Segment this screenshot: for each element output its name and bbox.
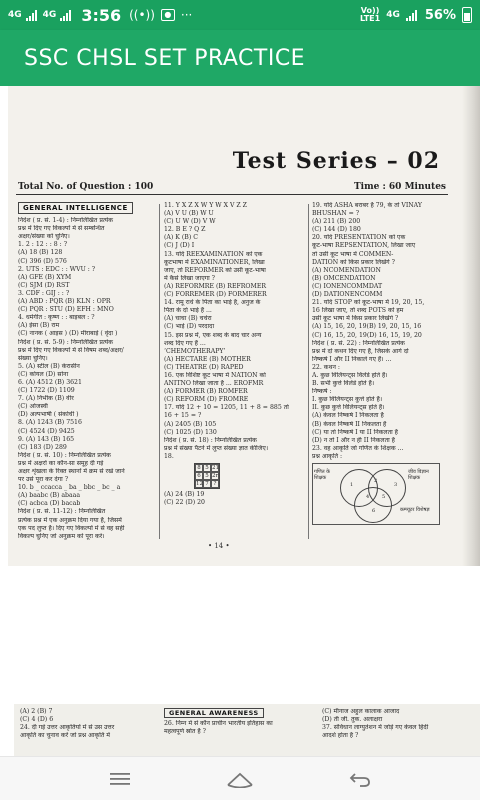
text-line: 14. रामू राधे के पिता का भाई है, अनुज के bbox=[164, 299, 261, 307]
text-line: (C) 1025 (D) 130 bbox=[164, 428, 217, 436]
text-line: (C) REFORM (D) FROMRE bbox=[164, 396, 249, 404]
text-line: 2. UTS : EDC : : WVU : ? bbox=[18, 265, 96, 273]
text-line: (A) K (B) C bbox=[164, 234, 198, 242]
text-line: निर्देश ( प्र. सं. 1-4) : निम्नलिखित प्रत्येक bbox=[18, 217, 114, 225]
text-line: (D) DATIONENCOMM bbox=[312, 291, 383, 299]
venn-region-3: 3 bbox=[394, 482, 398, 488]
network-type-1: 4G bbox=[8, 9, 22, 20]
battery-percentage: 56% bbox=[424, 7, 456, 23]
text-line: (C) 4 (D) 6 bbox=[20, 716, 54, 723]
text-line: उसी कूट भाषा में किस प्रकार लिखेंगे ? bbox=[312, 315, 399, 323]
network-type-2: 4G bbox=[42, 9, 57, 20]
text-line: निष्कर्ष : bbox=[312, 388, 332, 396]
more-icon: ··· bbox=[180, 8, 193, 22]
text-line: विकल्प चुनिए जो अनुक्रम को पूरा करे। bbox=[18, 532, 105, 540]
total-questions: Total No. of Question : 100 bbox=[18, 182, 154, 192]
text-line: पर उसे पूरा कर देगा ? bbox=[18, 476, 69, 484]
column-divider bbox=[308, 204, 309, 539]
text-line: (A) 2 (B) 7 bbox=[20, 708, 53, 715]
venn-label-computer: कम्प्यूटर विशेषज्ञ bbox=[400, 507, 430, 513]
text-line: (B) केवल निष्कर्ष II निकलता है bbox=[312, 420, 387, 428]
back-icon bbox=[348, 770, 372, 788]
text-line: प्रश्न में संख्या पैटर्न में लुप्त संख्या ज्ञात कीजिए। bbox=[164, 444, 269, 452]
text-line: 21. यदि STOP को कूट-भाषा में 19, 20, 15, bbox=[312, 299, 425, 307]
text-line: I. कुछ विलियन्ट्स कुत्ते होते हैं। bbox=[312, 396, 383, 404]
text-line: B. सभी कुत्ते विलेंडे होते हैं। bbox=[312, 380, 375, 388]
text-line: BHUSHAN = ? bbox=[312, 210, 360, 218]
text-line: (A) ईसा (B) राम bbox=[18, 322, 60, 330]
venn-region-4: 4 bbox=[366, 494, 370, 500]
text-line: 4. धर्मगीत : कृष्ण : : बाइबल : ? bbox=[18, 314, 95, 322]
text-line: 16. एक विशिष्ट कूट भाषा में NATION को bbox=[164, 371, 266, 379]
text-line: कूट-भाषा REPSENTATION, लिखा जाए bbox=[312, 242, 416, 250]
text-line: (A) 18 (B) 128 bbox=[18, 249, 63, 257]
document-viewer[interactable] bbox=[0, 86, 480, 756]
text-line: प्रश्न में दिए गए विकल्पों में से विषम शब्द/अक्षर/ bbox=[18, 346, 124, 354]
next-column-3 bbox=[322, 708, 472, 756]
next-column-3-text bbox=[322, 708, 472, 740]
column-2 bbox=[164, 202, 304, 542]
next-column-1-text bbox=[20, 708, 160, 740]
text-line: प्रत्येक प्रश्न में एक अनुक्रम दिया गया है, जिसमें bbox=[18, 516, 122, 524]
grid-cell: 8 bbox=[195, 464, 203, 472]
text-line: 16 लिखा जाए, तो शब्द POTS को हम bbox=[312, 307, 404, 315]
signal-icon bbox=[406, 10, 417, 21]
column-3-text bbox=[312, 202, 448, 461]
column-3 bbox=[312, 202, 448, 542]
grid-cell: 5 bbox=[203, 464, 211, 472]
back-button[interactable] bbox=[335, 764, 385, 794]
text-line: में कैसे लिखा जाएगा ? bbox=[164, 274, 215, 282]
text-line: (C) 4524 (D) 9425 bbox=[18, 427, 75, 435]
signal-icon bbox=[60, 10, 71, 21]
text-line: 9. (A) 143 (B) 165 bbox=[18, 435, 75, 443]
document-page[interactable] bbox=[8, 86, 480, 566]
status-left bbox=[8, 6, 121, 25]
text-line: DATION को किस प्रकार लिखेंगे ? bbox=[312, 258, 395, 266]
grid-cell: 6 bbox=[195, 472, 203, 480]
venn-diagram-figure bbox=[312, 463, 432, 527]
next-column-2-text bbox=[164, 720, 314, 736]
text-line: एक पद लुप्त है। दिए गए विकल्पों में से वह सही bbox=[18, 524, 125, 532]
grid-cell: 12 bbox=[196, 481, 203, 487]
text-line: 3. CDF : GIJ : : ? bbox=[18, 289, 70, 297]
text-line: (C) FORREMER (D) FORMERER bbox=[164, 291, 267, 299]
text-line: 13. यदि REEXAMINATION को एक bbox=[164, 250, 263, 258]
text-line: 24. दी गई उत्तर आकृतियों में से उस उत्तर bbox=[20, 724, 115, 731]
text-line: 1. 2 : 12 : : 8 : ? bbox=[18, 241, 68, 249]
battery-charging-icon bbox=[462, 7, 472, 23]
text-line: (A) 2405 (B) 105 bbox=[164, 420, 217, 428]
document-page-next[interactable] bbox=[14, 704, 480, 756]
text-line: (C) नानक ( आइस ) (D) मीराबाई ( वृंदा ) bbox=[18, 330, 118, 338]
grid-cell: ? bbox=[211, 480, 219, 488]
menu-icon bbox=[108, 772, 132, 786]
section-heading-gi: GENERAL INTELLIGENCE bbox=[18, 202, 133, 214]
venn-region-6: 6 bbox=[372, 508, 376, 514]
text-line: आदर्श होता है ? bbox=[322, 732, 359, 739]
text-line: निर्देश ( प्र. सं. 22) : निम्नलिखित प्रत्येक bbox=[312, 339, 405, 347]
text-line: प्रश्न में दिए गए विकल्पों में से सम्बन्धित bbox=[18, 225, 105, 233]
text-line: 5. (A) स्टील (B) केरासीन bbox=[18, 362, 80, 370]
text-line: (A) baabc (B) abaaa bbox=[18, 492, 81, 500]
text-line: (C) भाई (D) परदादा bbox=[164, 323, 215, 331]
venn-region-5: 5 bbox=[382, 494, 386, 500]
text-line: (A) V U (B) W U bbox=[164, 210, 214, 218]
text-line: (C) 183 (D) 289 bbox=[18, 443, 67, 451]
text-line: कूटभाषा में EXAMINATIONER, लिखा bbox=[164, 258, 265, 266]
venn-label-math: गणित के शिक्षक bbox=[314, 469, 331, 481]
text-line: (A) HECTARE (B) MOTHER bbox=[164, 355, 251, 363]
series-title: Test Series – 02 bbox=[232, 148, 440, 174]
signal-icon bbox=[26, 10, 37, 21]
text-line: (A) 15, 16, 20, 19(B) 19, 20, 15, 16 bbox=[312, 323, 422, 331]
text-line: 22. कथन : bbox=[312, 363, 340, 371]
text-line: (B) OMCENDATION bbox=[312, 274, 376, 282]
text-line: 19. यदि ASHA बराबर है 79, के तो VINAY bbox=[312, 202, 422, 209]
text-line: (C) या तो निष्कर्ष I या II निकलता है bbox=[312, 428, 398, 436]
scan-shadow bbox=[462, 86, 480, 566]
status-bar bbox=[0, 0, 480, 30]
column-divider bbox=[159, 204, 160, 539]
text-line: 17. यदि 12 + 10 = 1205, 11 + 8 = 885 तो bbox=[164, 404, 289, 412]
text-line: (A) ABD : PQR (B) KLN : OPR bbox=[18, 298, 111, 306]
venn-label-bio: जीव विज्ञान शिक्षक bbox=[408, 469, 429, 481]
venn-region-1: 1 bbox=[350, 482, 354, 488]
text-line: 15. इस प्रश्न में, एक शब्द के बाद चार अन्य bbox=[164, 331, 262, 339]
text-line: 20. यदि PRESENTATION को एक bbox=[312, 234, 406, 242]
text-line: (C) 22 (D) 20 bbox=[164, 499, 205, 507]
grid-cell: 2r bbox=[212, 473, 219, 479]
text-line: II. कुछ कुत्ते विलियन्ट्स होते हैं। bbox=[312, 404, 385, 412]
text-line: 18. bbox=[164, 452, 174, 460]
time-label: Time : 60 Minutes bbox=[353, 182, 446, 192]
text-line: 11. Y X Z X W Y W X V Z Z bbox=[164, 202, 247, 209]
text-line: (C) मीनाज अहुल कालाक आजाद bbox=[322, 708, 400, 715]
text-line: (C) J (D) I bbox=[164, 242, 195, 250]
text-line: (D) अल्पभाषी ( संकोची ) bbox=[18, 411, 79, 419]
column-2-text bbox=[164, 202, 304, 461]
app-title: SSC CHSL SET PRACTICE bbox=[24, 45, 306, 71]
nfc-icon: ((•)) bbox=[129, 8, 155, 22]
text-line: 26. निम्न में से कौन प्राचीन भारतीय इतिहास का bbox=[164, 720, 273, 727]
recent-apps-button[interactable] bbox=[95, 764, 145, 794]
next-column-1 bbox=[20, 708, 160, 756]
text-line: महत्वपूर्ण स्रोत है ? bbox=[164, 728, 206, 735]
column-1 bbox=[18, 202, 156, 552]
text-line: (C) ओजस्वी bbox=[18, 403, 48, 411]
column-2-options bbox=[164, 491, 304, 507]
text-line: A. कुछ विलियन्ट्स विलेंडे होते हैं। bbox=[312, 371, 388, 379]
text-line: निर्देश ( प्र. सं. 18) : निम्नलिखित प्रत्येक bbox=[164, 436, 257, 444]
text-line: (A) NCOMENDATION bbox=[312, 266, 381, 274]
home-icon bbox=[225, 770, 255, 788]
text-line: पिता के दो भाई हैं ... bbox=[164, 307, 212, 315]
text-line: 6. (A) 4512 (B) 3621 bbox=[18, 378, 82, 386]
text-line: (C) THEATRE (D) RAPED bbox=[164, 363, 244, 371]
text-line: (C) SJM (D) RST bbox=[18, 281, 70, 289]
test-meta bbox=[18, 182, 446, 192]
text-line: निर्देश ( प्र. सं. 11-12) : निम्नलिखित bbox=[18, 508, 106, 516]
notification-icons bbox=[129, 8, 192, 22]
text-line: (C) acbca (D) bacab bbox=[18, 500, 81, 508]
text-line: 7. (A) निर्भीक (B) वीर bbox=[18, 395, 74, 403]
text-line: (D) ती जी. तुक. अलाक्षरा bbox=[322, 716, 383, 723]
venn-circle bbox=[354, 487, 392, 523]
text-line: प्रश्न में दो कथन दिए गए हैं, जिसके आगे दो bbox=[312, 347, 409, 355]
text-line: तो उसी कूट भाषा में COMMEN- bbox=[312, 250, 394, 258]
text-line: (A) 24 (B) 19 bbox=[164, 491, 205, 498]
text-line: 12. B E ? Q Z bbox=[164, 226, 206, 234]
text-line: अक्षर शृंखला के रिक्त स्थानों में क्रम से रखे जाने bbox=[18, 468, 125, 475]
text-line: जाए, तो REFORMER को उसी कूट-भाषा bbox=[164, 266, 266, 274]
text-line: ‘CHEMOTHERAPY’ bbox=[164, 347, 226, 355]
column-1-text bbox=[18, 217, 156, 541]
text-line: 8. (A) 1243 (B) 7516 bbox=[18, 419, 82, 427]
text-line: निष्कर्ष I और II निकाले गए हैं। ... bbox=[312, 355, 392, 363]
text-line: (A) 211 (B) 200 bbox=[312, 218, 361, 226]
text-line: शब्द दिए गए हैं ... bbox=[164, 339, 206, 347]
text-line: (C) IONENCOMMDAT bbox=[312, 282, 383, 290]
grid-cell: 5 bbox=[203, 472, 211, 480]
status-right bbox=[360, 7, 472, 23]
text-line: प्रश्न में अक्षरों का कौन-सा समूह दी गई bbox=[18, 459, 104, 467]
text-line: ANITNO लिखा जाता है ... EROFMR bbox=[164, 380, 264, 388]
text-line: आकृति का चुनाव करें जो प्रश्न आकृति में bbox=[20, 732, 111, 739]
text-line: (C) 144 (D) 180 bbox=[312, 226, 361, 234]
text-line: 23. वह आकृति जो गणित के शिक्षक ... bbox=[312, 444, 404, 452]
next-column-2 bbox=[164, 708, 314, 756]
page-gap bbox=[0, 566, 480, 704]
volte-icon: Vo)) LTE1 bbox=[359, 6, 381, 23]
text-line: 37. संविधान लाग्युतेशन में जोड़े गए केवल हिंदी bbox=[322, 724, 429, 731]
clock: 3:56 bbox=[81, 5, 122, 25]
text-line: अक्षर/संख्या को चुनिए। bbox=[18, 233, 70, 241]
section-heading-ga: GENERAL AWARENESS bbox=[164, 708, 264, 718]
text-line: (C) 1722 (D) 1109 bbox=[18, 387, 75, 395]
text-line: (A) FORMER (B) ROMFER bbox=[164, 388, 248, 396]
home-button[interactable] bbox=[215, 764, 265, 794]
network-type-3: 4G bbox=[386, 9, 400, 20]
page-number: • 14 • bbox=[208, 542, 230, 550]
text-line: (A) REFORMRE (B) REFROMER bbox=[164, 282, 266, 290]
text-line: (C) PQR : STU (D) EFH : MNO bbox=[18, 306, 114, 314]
number-grid-figure bbox=[194, 463, 220, 489]
text-line: (D) न तो I और न ही II निकलता है bbox=[312, 436, 395, 444]
text-line: संख्या चुनिए। bbox=[18, 354, 48, 362]
text-line: (C) कोयल (D) सोना bbox=[18, 370, 69, 378]
app-bar bbox=[0, 30, 480, 86]
grid-cell: 7 bbox=[203, 480, 211, 488]
text-line: 10. b _ ccacca _ ba _ bbc _ bc _ a bbox=[18, 484, 121, 492]
text-line: (C) U W (D) V W bbox=[164, 218, 216, 226]
text-line: (A) GFE (B) XYM bbox=[18, 273, 72, 281]
text-line: (A) चाचा (B) चचेरा bbox=[164, 315, 212, 323]
header-rule bbox=[16, 194, 448, 195]
navigation-bar bbox=[0, 756, 480, 800]
text-line: (C) 396 (D) 576 bbox=[18, 257, 67, 265]
grid-cell: 21 bbox=[212, 465, 219, 471]
text-line: निर्देश ( प्र. सं. 10) : निम्नलिखित प्रत्येक bbox=[18, 451, 111, 459]
text-line: निर्देश ( प्र. सं. 5-9) : निम्नलिखित प्रत्येक bbox=[18, 338, 114, 346]
text-line: (A) केवल निष्कर्ष I निकलता है bbox=[312, 412, 384, 420]
app-notification-icon: ● bbox=[161, 9, 175, 21]
text-line: (C) 16, 15, 20, 19(D) 16, 15, 19, 20 bbox=[312, 331, 422, 339]
text-line: प्रश्न आकृति : bbox=[312, 452, 343, 460]
text-line: 16 + 15 = ? bbox=[164, 412, 202, 420]
venn-region-2: 2 bbox=[374, 478, 378, 484]
